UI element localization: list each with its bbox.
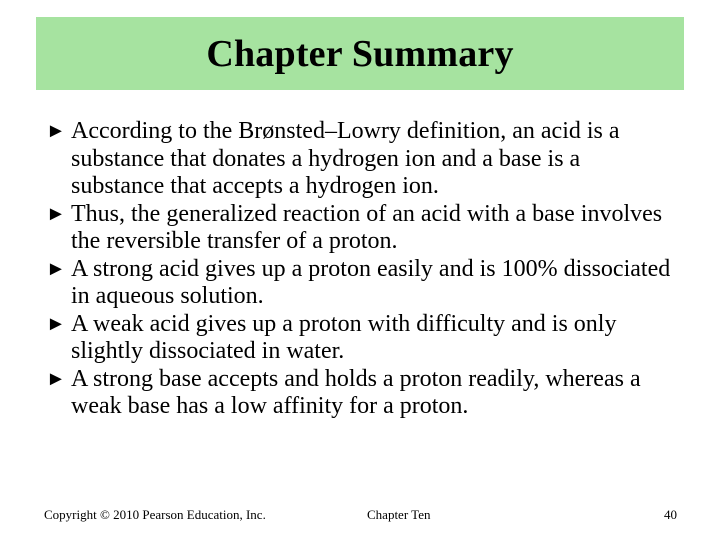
bullet-item xyxy=(46,201,676,256)
bullet-text: According to the Brønsted–Lowry definition, an acid is a substance that donates a hydrogen ion and a base is a substance that accepts a hydrogen ion. xyxy=(71,118,620,199)
bullet-text: A strong acid gives up a proton easily and is 100% dissociated in aqueous solution. xyxy=(71,255,671,309)
title-bar xyxy=(36,17,684,90)
bullet-item xyxy=(46,311,676,366)
bullet-item xyxy=(46,118,676,201)
bullet-text: A weak acid gives up a proton with difficulty and is only slightly dissociated in water. xyxy=(71,310,617,364)
triangle-bullet-icon: ► xyxy=(46,312,66,335)
bullet-text: Thus, the generalized reaction of an acid with a base involves the reversible transfer of a proton. xyxy=(71,200,663,254)
bullet-text: A strong base accepts and holds a proton readily, whereas a weak base has a low affinity for a proton. xyxy=(71,365,641,419)
page-number: 40 xyxy=(664,507,677,522)
footer-copyright: Copyright © 2010 Pearson Education, Inc. xyxy=(44,507,266,522)
triangle-bullet-icon: ► xyxy=(46,367,66,390)
bullet-item xyxy=(46,366,676,421)
bullet-item xyxy=(46,256,676,311)
footer-chapter: Chapter Ten xyxy=(367,507,431,522)
bullet-list xyxy=(46,118,676,421)
slide-title: Chapter Summary xyxy=(206,32,514,75)
triangle-bullet-icon: ► xyxy=(46,202,66,225)
triangle-bullet-icon: ► xyxy=(46,120,66,142)
triangle-bullet-icon: ► xyxy=(46,257,66,280)
